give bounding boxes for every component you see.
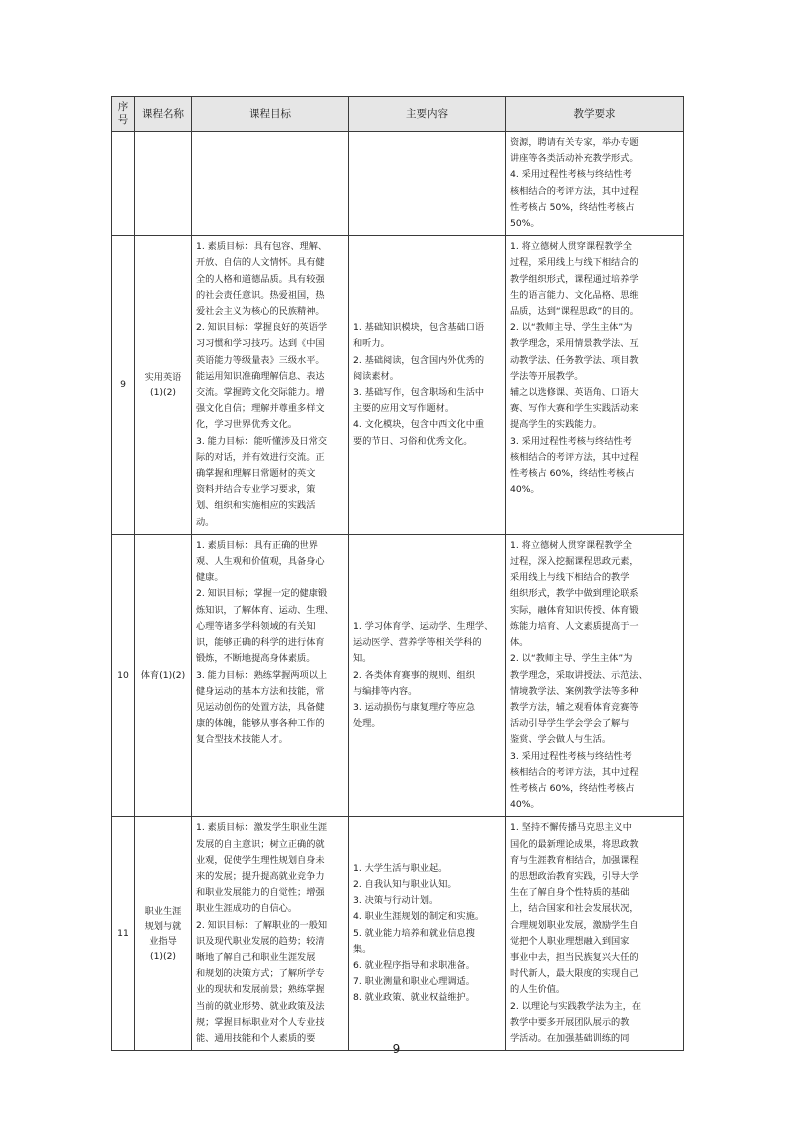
course-goal-line: 2. 知识目标：了解职业的一般知 (196, 919, 328, 931)
course-goal-line: 心理等诸多学科领域的有关知 (196, 620, 316, 632)
teaching-requirement-line: 过程，采用线上与线下相结合的 (510, 257, 639, 269)
teaching-requirement-line: 教学组织形式，课程通过培养学 (510, 273, 639, 285)
teaching-requirement-line: 上，结合国家和社会发展状况， (510, 903, 639, 915)
table-row (112, 534, 684, 816)
header-index-label: 序号 (117, 101, 129, 126)
teaching-requirement-line: 教学方法，辅之观看体育竞赛等 (510, 701, 639, 713)
course-goal-line: 习习惯和学习技巧。达到《中国 (196, 338, 325, 350)
course-goal-line: 1. 素质目标：具有包容、理解、 (196, 241, 328, 253)
teaching-requirement-line: 的思想政治教育实践，引导大学 (510, 870, 639, 882)
course-goal-line: 开放、自信的人文情怀。具有健 (196, 257, 325, 269)
course-goal-line: 全的人格和道德品质。具有较强 (196, 273, 325, 285)
table-body (112, 132, 684, 1051)
main-content-line: 2. 各类体育赛事的规则、组织 (353, 669, 475, 681)
teaching-requirement-line: 资源，聘请有关专家，举办专题 (510, 137, 639, 148)
teaching-requirement-line: 2. 以“教师主导、学生主体”为 (510, 653, 633, 665)
course-goal-line: 和职业发展能力的自觉性；增强 (196, 887, 325, 899)
course-name-line: 实用英语 (144, 372, 182, 384)
course-goal-line: 1. 素质目标：具有正确的世界 (196, 539, 318, 551)
course-name (135, 132, 192, 236)
course-goal-line: 能、通用技能和个人素质的要 (196, 1032, 316, 1044)
main-content-line: 6. 就业程序指导和求职准备。 (353, 960, 475, 972)
course-goal-line: 3. 能力目标：能听懂涉及日常交 (196, 435, 328, 447)
teaching-requirement-line: 炼能力培育、人文素质提高于一 (510, 620, 639, 632)
teaching-requirement-line: 生在了解自身个性特质的基础 (510, 887, 630, 899)
header-main-content: 主要内容 (349, 97, 506, 132)
course-goal-line: 化，学习世界优秀文化。 (196, 419, 298, 431)
course-name-line: (1)(2) (149, 387, 177, 399)
teaching-requirement-line: 2. 以“教师主导、学生主体”为 (510, 322, 633, 334)
teaching-requirement-line: 生的语言能力、文化品格、思维 (510, 289, 639, 301)
header-course-goal: 课程目标 (192, 97, 349, 132)
teaching-requirement-line: 讲座等各类活动补充教学形式。 (510, 153, 639, 165)
teaching-requirement-line: 40%。 (510, 799, 540, 811)
teaching-requirement-line: 组织形式，教学中做到理论联系 (510, 588, 639, 600)
teaching-requirement-line: 活动引导学生学会学会了解与 (510, 718, 630, 730)
teaching-requirement-line: 性考核占 50%，终结性考核占 (510, 201, 635, 213)
teaching-requirement-line: 核相结合的考评方法，其中过程 (510, 766, 639, 778)
teaching-requirement-line: 教学理念，采用情景教学法、互 (510, 338, 639, 350)
teaching-requirement-line: 核相结合的考评方法，其中过程 (510, 185, 639, 197)
course-goal-line: 3. 能力目标：熟练掌握两项以上 (196, 669, 328, 681)
teaching-requirement-line: 体。 (510, 637, 529, 649)
teaching-requirement-line: 时代新人，最大限度的实现自己 (510, 968, 639, 980)
course-goal-line: 识，能够正确的科学的进行体育 (196, 637, 325, 649)
table-row (112, 132, 684, 236)
teaching-requirement-line: 1. 将立德树人贯穿课程教学全 (510, 539, 632, 551)
teaching-requirement-line: 情境教学法、案例教学法等多种 (510, 685, 639, 697)
teaching-requirement (506, 817, 684, 1051)
teaching-requirement-line: 赛、写作大赛和学生实践活动来 (510, 403, 639, 415)
main-content-line: 阅读素材。 (353, 370, 399, 382)
main-content-line: 1. 基础知识模块，包含基础口语 (353, 322, 485, 334)
course-name (135, 817, 192, 1051)
row-index: 9 (112, 236, 135, 535)
teaching-requirement-line: 性考核占 60%，终结性考核占 (510, 468, 635, 480)
main-content-line: 1. 学习体育学、运动学、生理学、 (353, 620, 494, 632)
curriculum-table (111, 96, 684, 1051)
course-goal-line: 1. 素质目标：激发学生职业生涯 (196, 822, 328, 834)
teaching-requirement-line: 4. 采用过程性考核与终结性考 (510, 169, 632, 181)
course-goal-line: 的社会责任意识。热爱祖国，热 (196, 289, 325, 301)
course-goal-line: 发展的自主意识；树立正确的就 (196, 838, 325, 850)
course-goal-line: 职业生涯成功的自信心。 (196, 903, 298, 915)
teaching-requirement-line: 教学中要多开展团队展示的教 (510, 1016, 630, 1028)
course-goal (192, 132, 349, 236)
main-content-line: 处理。 (353, 718, 381, 730)
teaching-requirement (506, 132, 684, 236)
main-content-line: 和听力。 (353, 338, 390, 350)
course-name-line: 规划与就 (144, 920, 182, 932)
teaching-requirement-line: 国化的最新理论成果，将思政教 (510, 838, 639, 850)
teaching-requirement-line: 育与生涯教育相结合，加强课程 (510, 854, 639, 866)
course-goal-line: 健康。 (196, 572, 224, 584)
teaching-requirement-line: 1. 将立德树人贯穿课程教学全 (510, 241, 632, 253)
course-name-line: (1)(2) (149, 950, 177, 962)
course-goal-line: 业的现状和发展前景；熟练掌握 (196, 984, 325, 996)
course-goal-line: 交流。掌握跨文化交际能力。增 (196, 387, 325, 399)
main-content (349, 534, 506, 816)
main-content-line: 7. 职业测量和职业心理调适。 (353, 976, 475, 988)
main-content (349, 236, 506, 535)
teaching-requirement-line: 鉴赏、学会做人与生活。 (510, 734, 612, 746)
course-goal-line: 见运动创伤的处置方法，具备健 (196, 701, 325, 713)
course-goal (192, 817, 349, 1051)
main-content-line: 2. 基础阅读，包含国内外优秀的 (353, 354, 485, 366)
teaching-requirement-line: 提高学生的实践能力。 (510, 419, 602, 431)
teaching-requirement-line: 50%。 (510, 218, 540, 230)
page-number: 9 (392, 1042, 401, 1056)
teaching-requirement-line: 40%。 (510, 484, 540, 496)
teaching-requirement-line: 学活动。在加强基础训练的同 (510, 1032, 630, 1044)
course-name-line: 职业生涯 (144, 905, 182, 917)
teaching-requirement-line: 3. 采用过程性考核与终结性考 (510, 435, 632, 447)
teaching-requirement-line: 事业中去，担当民族复兴大任的 (510, 951, 639, 963)
main-content-line: 知。 (353, 653, 372, 665)
main-content (349, 817, 506, 1051)
course-goal-line: 晰地了解自己和职业生涯发展 (196, 951, 316, 963)
course-goal-line: 复合型技术技能人才。 (196, 734, 288, 746)
main-content-line: 1. 大学生活与职业起。 (353, 862, 448, 874)
course-goal-line: 健身运动的基本方法和技能，常 (196, 685, 325, 697)
teaching-requirement-line: 的人生价值。 (510, 984, 566, 996)
teaching-requirement-line: 学法等开展教学。 (510, 370, 584, 382)
main-content-line: 2. 自我认知与职业认知。 (353, 879, 457, 891)
course-goal-line: 业观，促使学生理性规划自身未 (196, 854, 325, 866)
course-goal-line: 锻炼，不断地提高身体素质。 (196, 653, 316, 665)
course-goal-line: 2. 知识目标；掌握一定的健康锻 (196, 588, 328, 600)
course-name-line: 体育(1)(2) (140, 670, 186, 682)
main-content-line: 3. 基础写作，包含职场和生活中 (353, 387, 485, 399)
main-content-line: 8. 就业政策、就业权益维护。 (353, 992, 475, 1004)
teaching-requirement-line: 动教学法、任务教学法、项目教 (510, 354, 639, 366)
row-index: 10 (112, 534, 135, 816)
course-goal-line: 观、人生观和价值观，具备身心 (196, 556, 325, 568)
main-content-line: 与编排等内容。 (353, 685, 418, 697)
course-goal-line: 来的发展；提升提高就业竞争力 (196, 870, 325, 882)
course-goal-line: 确掌握和理解日常题材的英文 (196, 468, 316, 480)
row-index (112, 132, 135, 236)
course-goal-line: 康的体魄，能够从事各种工作的 (196, 718, 325, 730)
teaching-requirement-line: 教学理念，采取讲授法、示范法、 (510, 669, 648, 681)
teaching-requirement-line: 2. 以理论与实践教学法为主，在 (510, 1000, 642, 1012)
main-content (349, 132, 506, 236)
course-goal-line: 际的对话，并有效进行交流。正 (196, 451, 325, 463)
main-content-line: 集。 (353, 943, 372, 955)
course-goal-line: 强文化自信；理解并尊重多样文 (196, 403, 325, 415)
course-goal-line: 动。 (196, 516, 215, 528)
main-content-line: 要的节日、习俗和优秀文化。 (353, 435, 473, 447)
row-index: 11 (112, 817, 135, 1051)
course-goal (192, 236, 349, 535)
header-teaching-requirement: 教学要求 (506, 97, 684, 132)
main-content-line: 5. 就业能力培养和就业信息搜 (353, 927, 475, 939)
course-goal-line: 划、组织和实施相应的实践活 (196, 500, 316, 512)
course-goal-line: 炼知识，了解体育、运动、生理、 (196, 604, 334, 616)
course-goal-line: 和规划的决策方式；了解所学专 (196, 968, 325, 980)
main-content-line: 主要的应用文写作题材。 (353, 403, 455, 415)
teaching-requirement-line: 3. 采用过程性考核与终结性考 (510, 750, 632, 762)
teaching-requirement-line: 过程，深入挖掘课程思政元素， (510, 556, 639, 568)
teaching-requirement (506, 534, 684, 816)
teaching-requirement-line: 核相结合的考评方法，其中过程 (510, 451, 639, 463)
table-row (112, 817, 684, 1051)
course-goal-line: 识及现代职业发展的趋势；较清 (196, 935, 325, 947)
teaching-requirement-line: 觉把个人职业理想融入到国家 (510, 935, 630, 947)
course-goal-line: 规；掌握目标职业对个人专业技 (196, 1016, 325, 1028)
course-goal-line: 当前的就业形势、就业政策及法 (196, 1000, 325, 1012)
teaching-requirement (506, 236, 684, 535)
header-course-name: 课程名称 (135, 97, 192, 132)
teaching-requirement-line: 采用线上与线下相结合的教学 (510, 572, 630, 584)
course-name (135, 534, 192, 816)
course-goal-line: 2. 知识目标：掌握良好的英语学 (196, 322, 328, 334)
teaching-requirement-line: 品质，达到“课程思政”的目的。 (510, 306, 639, 318)
table-header-row (112, 97, 684, 132)
course-goal-line: 资料并结合专业学习要求，策 (196, 484, 316, 496)
course-name (135, 236, 192, 535)
teaching-requirement-line: 1. 坚持不懈传播马克思主义中 (510, 822, 632, 834)
teaching-requirement-line: 辅之以选修课、英语角、口语大 (510, 387, 639, 399)
teaching-requirement-line: 性考核占 60%，终结性考核占 (510, 782, 635, 794)
course-goal-line: 爱社会主义为核心的民族精神。 (196, 306, 325, 318)
main-content-line: 3. 运动损伤与康复理疗等应急 (353, 701, 475, 713)
course-goal-line: 能运用知识准确理解信息、表达 (196, 370, 325, 382)
table-row (112, 236, 684, 535)
course-goal-line: 英语能力等级量表》三级水平。 (196, 354, 325, 366)
course-goal (192, 534, 349, 816)
course-name-line: 业指导 (149, 935, 177, 947)
teaching-requirement-line: 实际，融体育知识传授、体育锻 (510, 604, 639, 616)
teaching-requirement-line: 合理规划职业发展，激励学生自 (510, 919, 639, 931)
main-content-line: 3. 决策与行动计划。 (353, 895, 439, 907)
main-content-line: 4. 职业生涯规划的制定和实施。 (353, 911, 485, 923)
main-content-line: 4. 文化模块，包含中西文化中重 (353, 419, 485, 431)
header-index (112, 97, 135, 132)
main-content-line: 运动医学、营养学等相关学科的 (353, 637, 482, 649)
